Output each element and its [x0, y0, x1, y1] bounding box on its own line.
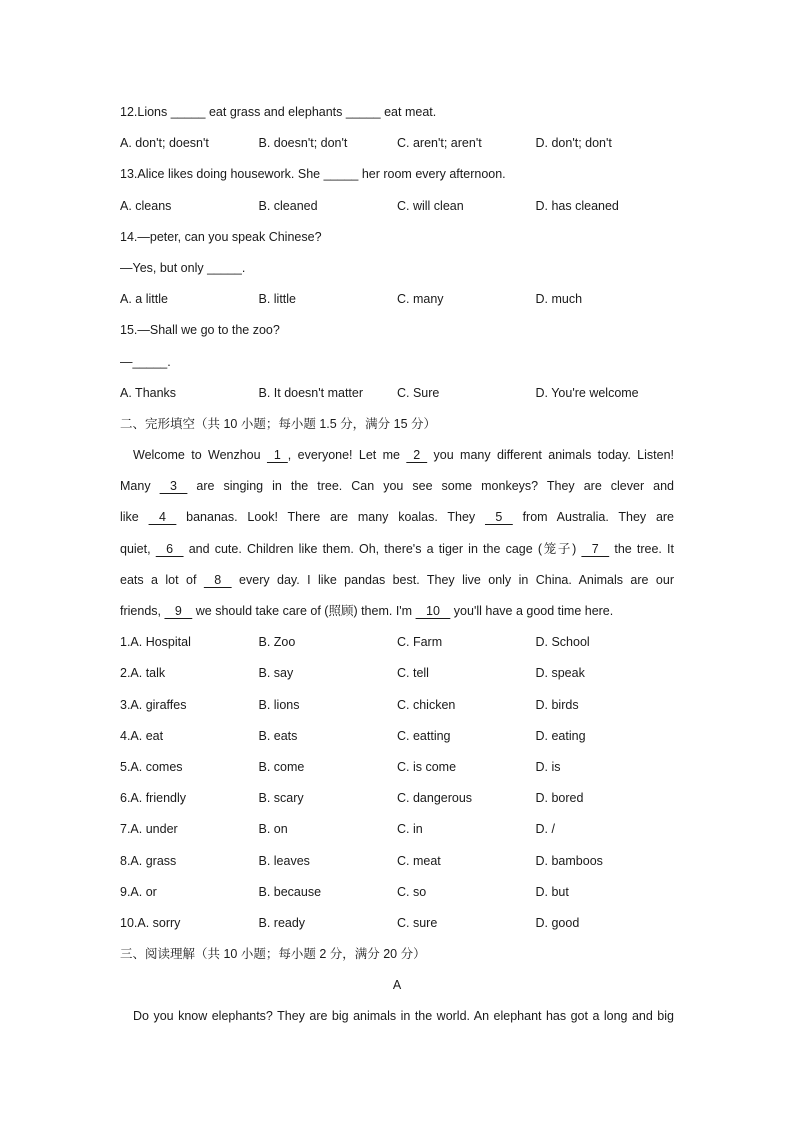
option-b: B. It doesn't matter	[258, 385, 364, 400]
option-b: B. eats	[258, 728, 298, 743]
option-d: D. You're welcome	[535, 385, 639, 400]
blank-7: 7	[581, 541, 610, 556]
cloze-passage-line-3: like 4 bananas. Look! There are many koalas. They 5 from Australia. They are	[120, 505, 674, 536]
cloze-item-3	[120, 693, 674, 724]
option-b: B. come	[258, 759, 305, 774]
option-a: A. a little	[120, 292, 168, 307]
cloze-item-9	[120, 880, 674, 911]
option-a: 9.A. or	[120, 884, 157, 899]
option-b: B. because	[258, 884, 322, 899]
reading-passage-line-1: Do you know elephants? They are big animals in the world. An elephant has got a long and big	[133, 1009, 674, 1024]
option-b: B. cleaned	[258, 198, 318, 213]
question-15-reply: —_____.	[120, 354, 171, 369]
option-d: D. School	[535, 635, 590, 650]
blank-3: 3	[159, 479, 188, 494]
cloze-item-4	[120, 724, 674, 755]
cloze-item-2	[120, 661, 674, 692]
option-a: A. Thanks	[120, 385, 177, 400]
question-14-reply: —Yes, but only _____.	[120, 260, 246, 275]
reading-section-heading: 三、阅读理解（共 10 小题；每小题 2 分，满分 20 分）	[120, 947, 426, 962]
option-d: D. much	[535, 292, 583, 307]
option-d: D. is	[535, 759, 561, 774]
question-15-options	[120, 381, 674, 412]
option-b: B. Zoo	[258, 635, 296, 650]
option-c: C. dangerous	[397, 791, 473, 806]
option-a: A. cleans	[120, 198, 172, 213]
option-a: 7.A. under	[120, 822, 178, 837]
question-12-stem: 12.Lions _____ eat grass and elephants _____ eat meat.	[120, 105, 437, 119]
cloze-passage-line-4: quiet, 6 and cute. Children like them. Oh, there's a tiger in the cage (笼子) 7 the tree. It	[120, 537, 674, 568]
blank-9: 9	[164, 604, 193, 618]
option-d: D. good	[535, 915, 580, 930]
option-c: C. Sure	[397, 385, 440, 400]
question-12-options	[120, 131, 674, 162]
blank-4: 4	[148, 510, 177, 525]
option-a: 10.A. sorry	[120, 915, 181, 930]
cloze-item-5	[120, 755, 674, 786]
option-b: B. leaves	[258, 853, 310, 868]
option-c: C. sure	[397, 915, 438, 930]
cloze-passage-line-2: Many 3 are singing in the tree. Can you see some monkeys? They are clever and	[120, 474, 674, 505]
option-a: 8.A. grass	[120, 853, 177, 868]
option-d: D. but	[535, 884, 569, 899]
option-c: C. aren't; aren't	[397, 136, 482, 151]
option-d: D. has cleaned	[535, 198, 619, 213]
question-14-options	[120, 287, 674, 318]
option-a: 1.A. Hospital	[120, 635, 191, 650]
blank-1: 1	[266, 448, 288, 463]
option-a: 5.A. comes	[120, 759, 183, 774]
question-13-stem: 13.Alice likes doing housework. She _____ her room every afternoon.	[120, 167, 506, 182]
cloze-item-7	[120, 817, 674, 848]
question-14-stem: 14.—peter, can you speak Chinese?	[120, 229, 322, 244]
option-c: C. eatting	[397, 728, 451, 743]
option-a: 3.A. giraffes	[120, 697, 187, 712]
cloze-section-heading: 二、完形填空（共 10 小题；每小题 1.5 分，满分 15 分）	[120, 416, 437, 431]
cloze-passage-line-1: Welcome to Wenzhou 1 , everyone! Let me 2 you many different animals today. Listen!	[120, 443, 674, 474]
option-b: B. on	[258, 822, 288, 837]
option-a: 2.A. talk	[120, 666, 166, 681]
exam-page	[120, 100, 674, 1036]
option-c: C. many	[397, 292, 444, 307]
option-d: D. birds	[535, 697, 579, 712]
option-c: C. is come	[397, 759, 457, 774]
option-d: D. bamboos	[535, 853, 603, 868]
option-a: A. don't; doesn't	[120, 136, 209, 151]
blank-5: 5	[484, 510, 513, 525]
option-d: D. speak	[535, 666, 585, 681]
cloze-item-10	[120, 911, 674, 942]
blank-10: 10	[415, 604, 451, 618]
option-b: B. doesn't; don't	[258, 136, 348, 151]
option-d: D. bored	[535, 791, 584, 806]
option-c: C. Farm	[397, 635, 443, 650]
blank-8: 8	[203, 572, 232, 587]
option-d: D. eating	[535, 728, 586, 743]
option-b: B. lions	[258, 697, 300, 712]
question-13-options	[120, 194, 674, 225]
option-b: B. little	[258, 292, 297, 307]
option-a: 4.A. eat	[120, 728, 164, 743]
option-c: C. in	[397, 822, 423, 837]
option-c: C. so	[397, 884, 427, 899]
option-c: C. will clean	[397, 198, 464, 213]
reading-passage-label: A	[392, 978, 402, 993]
option-c: C. meat	[397, 853, 441, 868]
cloze-item-6	[120, 786, 674, 817]
cloze-passage-line-6: friends, 9 we should take care of (照顾) them. I'm 10 you'll have a good time here.	[120, 599, 674, 630]
cloze-item-8	[120, 849, 674, 880]
cloze-item-1	[120, 630, 674, 661]
option-a: 6.A. friendly	[120, 791, 187, 806]
option-b: B. scary	[258, 791, 304, 806]
option-d: D. don't; don't	[535, 136, 612, 151]
option-b: B. say	[258, 666, 294, 681]
option-d: D. /	[535, 822, 555, 837]
question-15-stem: 15.—Shall we go to the zoo?	[120, 323, 280, 338]
cloze-passage-line-5: eats a lot of 8 every day. I like pandas best. They live only in China. Animals are our	[120, 568, 674, 599]
blank-2: 2	[406, 448, 428, 463]
option-c: C. tell	[397, 666, 429, 681]
option-c: C. chicken	[397, 697, 456, 712]
option-b: B. ready	[258, 915, 306, 930]
blank-6: 6	[155, 541, 184, 556]
